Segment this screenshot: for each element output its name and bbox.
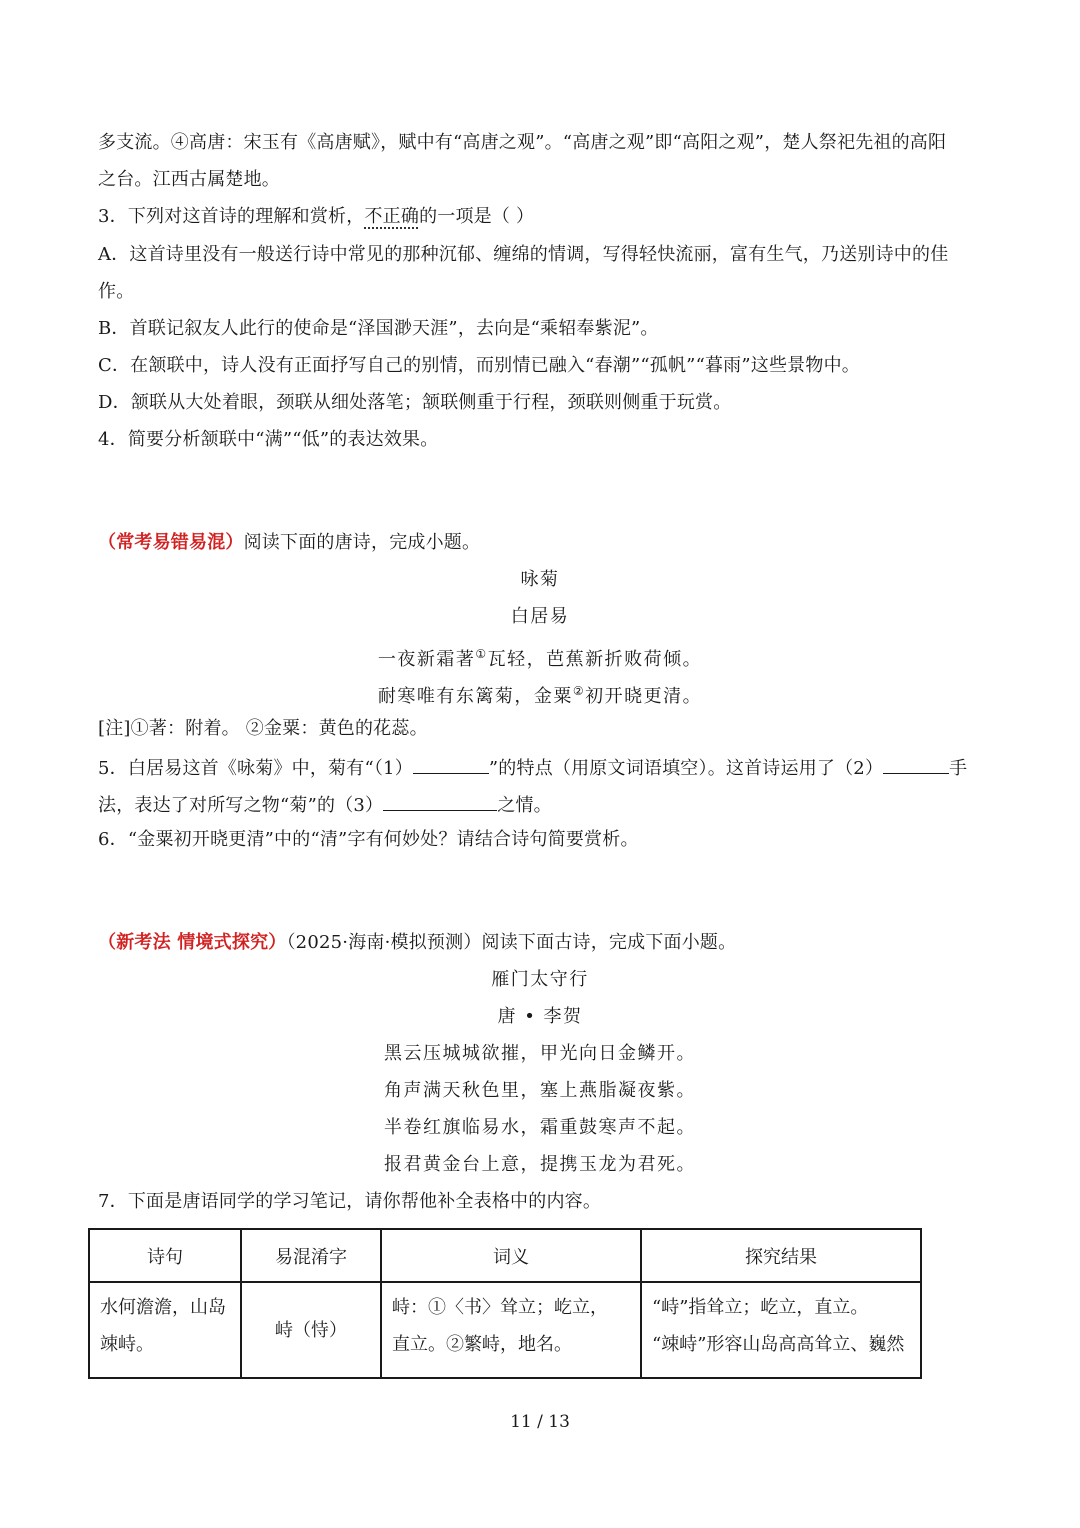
section-2-heading [98,530,988,556]
page-number: 11 / 13 [510,1412,570,1432]
result-text-2: “竦峙”形容山岛高高耸立、巍然 [652,1334,905,1355]
question-7: 7．下面是唐语同学的学习笔记，请你帮他补全表格中的内容。 [98,1191,602,1212]
note-marker-1: ① [475,647,488,661]
question-5-part-a: 5．白居易这首《咏菊》中，菊有“（1） [98,758,413,779]
result-text-1: “峙”指耸立；屹立，直立。 [652,1297,869,1318]
note-marker-2: ② [572,684,586,698]
poem-2-line-1: 黑云压城城欲摧，甲光向日金鳞开。 [384,1043,696,1064]
section-3-heading [98,930,988,956]
option-b: B．首联记叙友人此行的使命是“泽国渺天涯”，去向是“乘轺奉紫泥”。 [98,318,659,339]
poem-2-line-2: 角声满天秋色里，塞上燕脂凝夜紫。 [384,1080,696,1101]
table-cell-result [641,1282,921,1378]
question-6: 6．“金粟初开晓更清”中的“清”字有何妙处？请结合诗句简要赏析。 [98,829,639,850]
answer-blank-2[interactable] [883,753,949,774]
poem-1-line-1 [0,641,1080,673]
meaning-text-2: 直立。②繁峙，地名。 [392,1334,572,1355]
annotation-line-2: 之台。江西古属楚地。 [98,169,280,190]
annotation-line-1: 多支流。④高唐：宋玉有《高唐赋》，赋中有“高唐之观”。“高唐之观”即“高阳之观”，楚人祭祀先祖的高阳 [98,132,947,153]
table-row [89,1282,921,1378]
option-c: C．在颔联中，诗人没有正面抒写自己的别情，而别情已融入“春潮”“孤帆”“暮雨”这些景物中。 [98,355,860,376]
question-3-prefix: 3．下列对这首诗的理解和赏析， [98,206,365,227]
question-5-part-b: ”的特点（用原文词语填空）。这首诗运用了（2） [488,758,884,779]
table-header-cell: 词义 [381,1229,641,1282]
answer-blank-1[interactable] [413,753,489,774]
section-2-tag: （常考易错易混） [98,532,244,553]
table-cell-confusable: 峙（恃） [241,1282,381,1378]
poem-1-line-2b: 初开晓更清。 [585,686,703,707]
question-5-part-e: 之情。 [497,795,552,816]
table-header-cell: 探究结果 [641,1229,921,1282]
poem-2-author: 唐 • 李贺 [497,1006,583,1027]
question-3-suffix: 的一项是（ ） [419,206,535,227]
poem-1-line-1a: 一夜新霜著 [377,649,476,670]
option-d: D．颔联从大处着眼，颈联从细处落笔；颔联侧重于行程，颈联则侧重于玩赏。 [98,392,732,413]
table-header-cell: 诗句 [89,1229,241,1282]
poem-2-title: 雁门太守行 [491,969,589,990]
study-notes-table [88,1228,922,1379]
question-5-line-1 [98,753,988,782]
poem-1-notes: [注]①著：附着。 ②金粟：黄色的花蕊。 [98,718,428,739]
poem-1-author: 白居易 [510,606,570,627]
section-2-intro: 阅读下面的唐诗，完成小题。 [243,532,481,553]
meaning-text-1: 峙：①〈书〉耸立；屹立， [392,1297,608,1318]
table-cell-meaning [381,1282,641,1378]
question-5-part-d: 法，表达了对所写之物“菊”的（3） [98,795,384,816]
section-3-intro: （2025·海南·模拟预测）阅读下面古诗，完成下面小题。 [286,932,737,953]
verse-text-2: 竦峙。 [100,1334,154,1355]
verse-text-1: 水何澹澹，山岛 [100,1297,226,1318]
question-5-line-2 [98,790,988,819]
option-a-line-2: 作。 [98,281,135,302]
poem-1-line-1b: 瓦轻，芭蕉新折败荷倾。 [487,649,703,670]
poem-2-line-3: 半卷红旗临易水，霜重鼓寒声不起。 [384,1117,696,1138]
question-5-part-c: 手 [949,758,968,779]
poem-1-line-2a: 耐寒唯有东篱菊，金粟 [377,686,573,707]
question-3 [98,204,988,230]
table-cell-verse [89,1282,241,1378]
question-4: 4．简要分析颔联中“满”“低”的表达效果。 [98,429,439,450]
table-header-row [89,1229,921,1282]
table-header-cell: 易混淆字 [241,1229,381,1282]
option-a-line-1: A．这首诗里没有一般送行诗中常见的那种沉郁、缠绵的情调，写得轻快流丽，富有生气，乃送别诗中的佳 [98,244,949,265]
poem-1-title: 咏菊 [520,569,560,590]
section-3-tag: （新考法 情境式探究） [98,932,287,953]
poem-2-line-4: 报君黄金台上意，提携玉龙为君死。 [384,1154,696,1175]
question-3-emphasis: 不正确 [364,206,420,227]
answer-blank-3[interactable] [383,790,497,811]
poem-1-line-2 [0,678,1080,710]
